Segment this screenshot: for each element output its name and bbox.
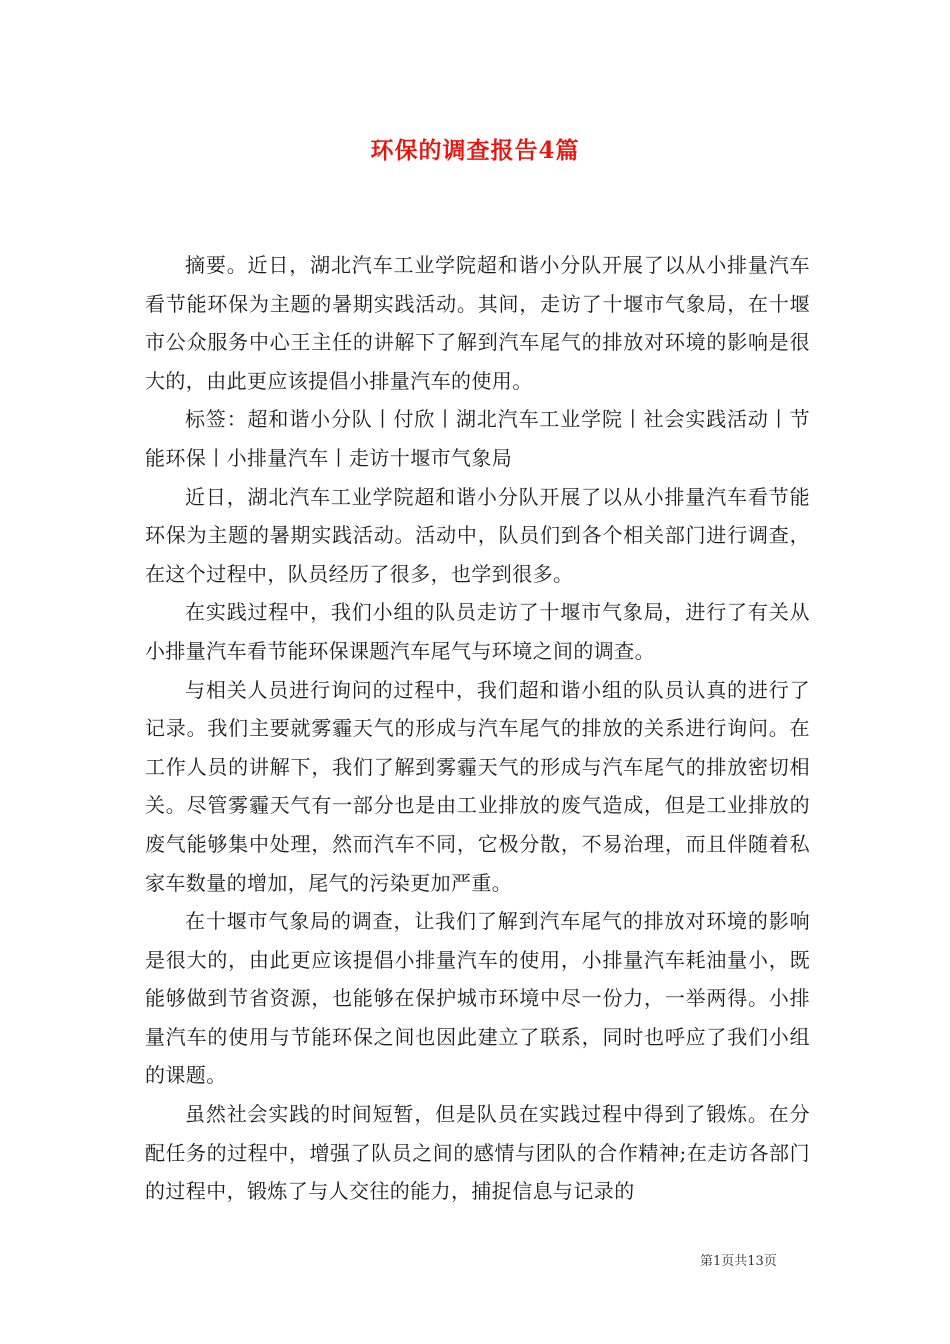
body-paragraph: 近日，湖北汽车工业学院超和谐小分队开展了以从小排量汽车看节能环保为主题的暑期实践活动。活动中，队员们到各个相关部门进行调查，在这个过程中，队员经历了很多，也学到很多。 <box>145 484 810 586</box>
page-number: 第1页共13页 <box>700 1254 777 1269</box>
body-paragraph: 虽然社会实践的时间短暂，但是队员在实践过程中得到了锻炼。在分配任务的过程中，增强了队员之间的感情与团队的合作精神;在走访各部门的过程中，锻炼了与人交往的能力，捕捉信息与记录的 <box>145 1102 810 1204</box>
body-paragraph: 与相关人员进行询问的过程中，我们超和谐小组的队员认真的进行了记录。我们主要就雾霾天气的形成与汽车尾气的排放的关系进行询问。在工作人员的讲解下，我们了解到雾霾天气的形成与汽车尾气的排放密切相关。尽管雾霾天气有一部分也是由工业排放的废气造成，但是工业排放的废气能够集中处理，然而汽车不同，它极分散，不易治理，而且伴随着私家车数量的增加，尾气的污染更加严重。 <box>145 677 810 895</box>
document-body <box>145 246 810 1211</box>
body-paragraph: 在实践过程中，我们小组的队员走访了十堰市气象局，进行了有关从小排量汽车看节能环保课题汽车尾气与环境之间的调查。 <box>145 600 810 663</box>
tags-paragraph: 标签：超和谐小分队丨付欣丨湖北汽车工业学院丨社会实践活动丨节能环保丨小排量汽车丨走访十堰市气象局 <box>145 407 810 470</box>
abstract-paragraph: 摘要。近日，湖北汽车工业学院超和谐小分队开展了以从小排量汽车看节能环保为主题的暑期实践活动。其间，走访了十堰市气象局，在十堰市公众服务中心王主任的讲解下了解到汽车尾气的排放对环境的影响是很大的，由此更应该提倡小排量汽车的使用。 <box>145 253 810 393</box>
document-title: 环保的调查报告4篇 <box>370 137 580 164</box>
body-paragraph: 在十堰市气象局的调查，让我们了解到汽车尾气的排放对环境的影响是很大的，由此更应该提倡小排量汽车的使用，小排量汽车耗油量小，既能够做到节省资源，也能够在保护城市环境中尽一份力，一举两得。小排量汽车的使用与节能环保之间也因此建立了联系，同时也呼应了我们小组的课题。 <box>145 909 810 1088</box>
